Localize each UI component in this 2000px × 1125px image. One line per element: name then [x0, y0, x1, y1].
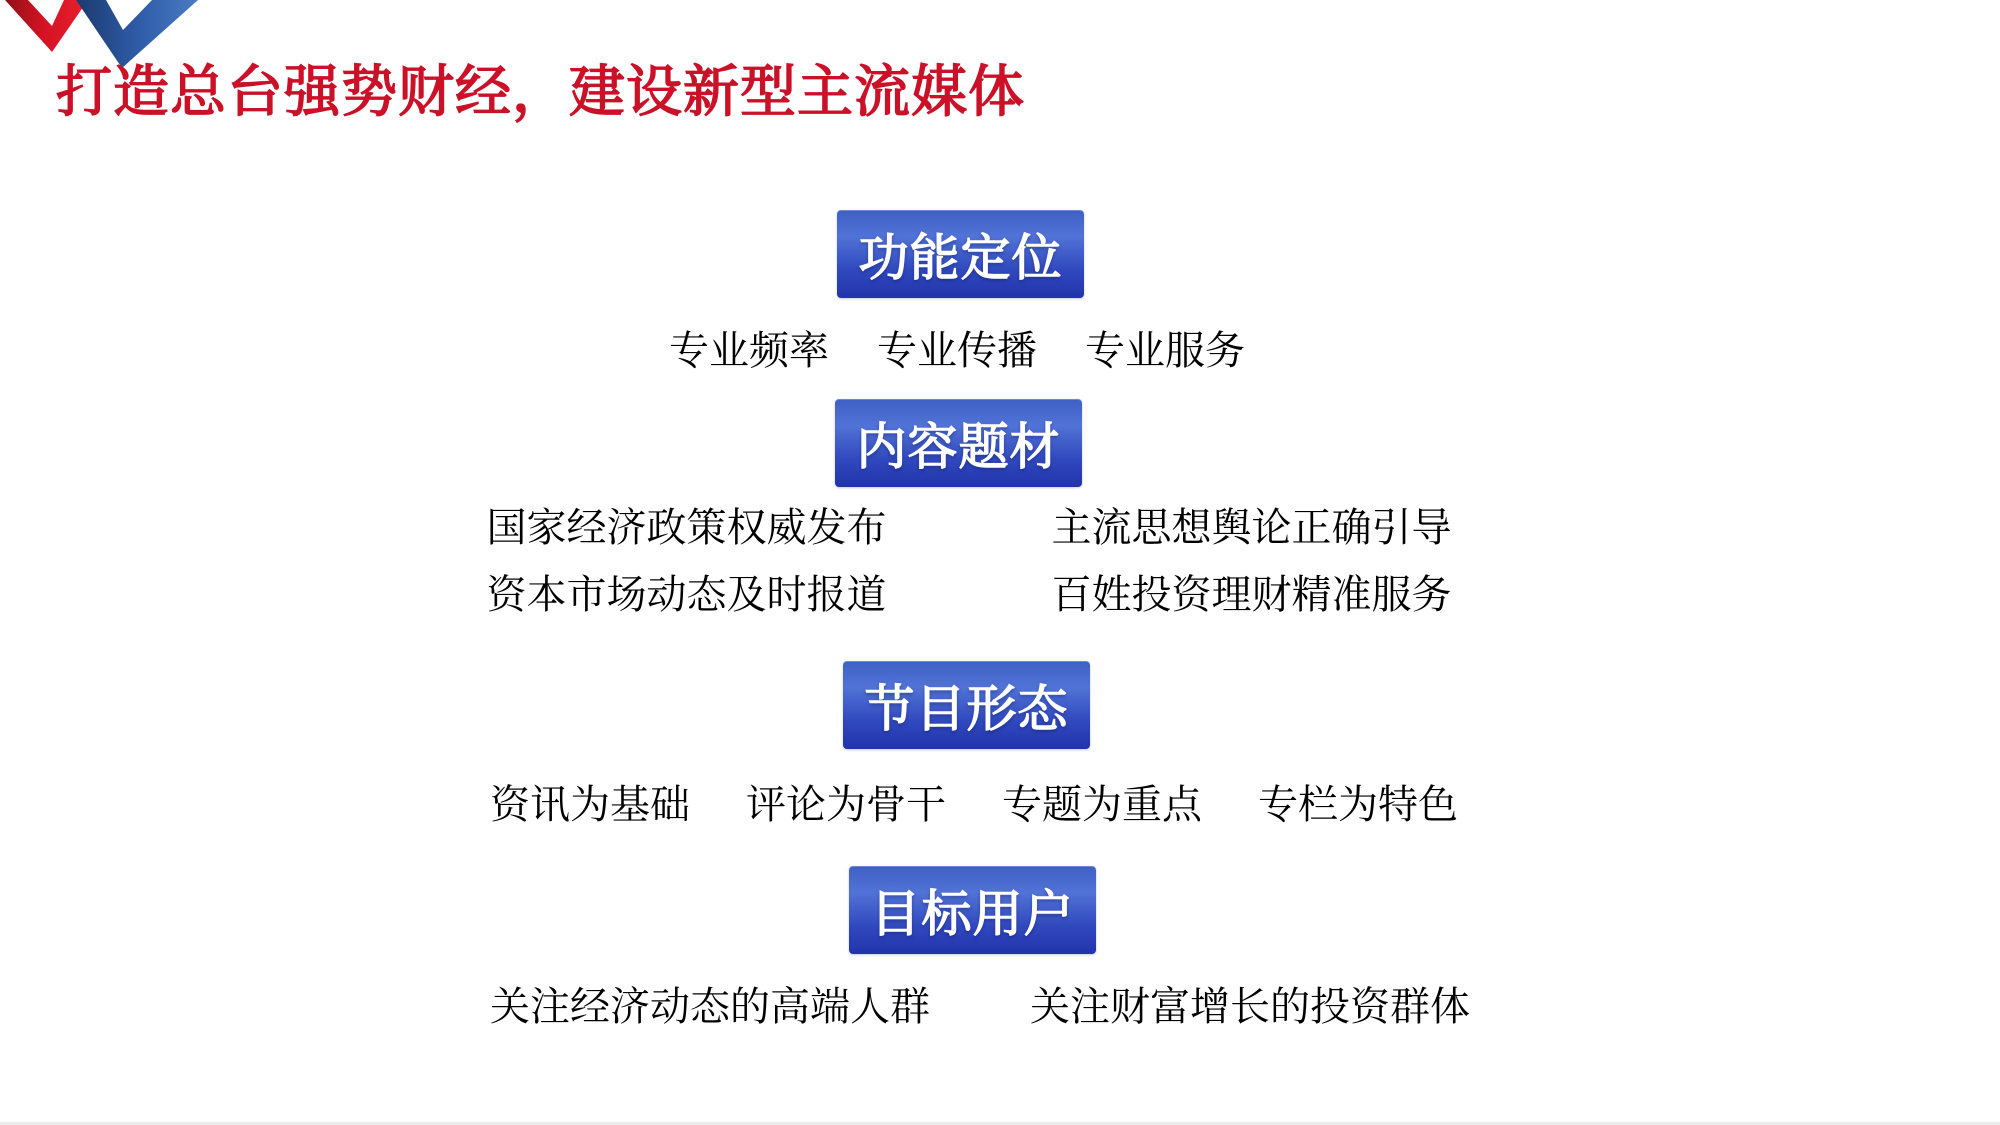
- keyword: 专业传播: [877, 329, 1037, 373]
- section-program-formats-keywords: [0, 782, 1974, 828]
- section-pill-target-users: [849, 866, 1096, 954]
- slide-title: 打造总台强势财经，建设新型主流媒体: [56, 60, 1025, 123]
- keyword: 资本市场动态及时报道: [486, 573, 887, 617]
- section-content-themes-row-1: [0, 505, 1969, 551]
- section-target-users-keywords: [0, 984, 1980, 1030]
- keyword: 评论为骨干: [746, 783, 946, 827]
- section-pill-label: 内容题材: [856, 419, 1061, 475]
- section-pill-label: 节目形态: [864, 681, 1069, 737]
- keyword: 关注财富增长的投资群体: [1030, 985, 1470, 1029]
- section-pill-program-formats: [843, 661, 1090, 749]
- keyword: 专业频率: [669, 329, 829, 373]
- section-pill-label: 功能定位: [858, 230, 1063, 286]
- keyword: 专题为重点: [1002, 783, 1202, 827]
- keyword: 主流思想舆论正确引导: [1051, 506, 1452, 550]
- section-pill-function-positioning: [837, 210, 1084, 298]
- keyword: 专栏为特色: [1258, 783, 1458, 827]
- section-function-positioning-keywords: [0, 328, 1957, 374]
- keyword: 国家经济政策权威发布: [486, 506, 887, 550]
- section-pill-content-themes: [835, 399, 1082, 487]
- keyword: 百姓投资理财精准服务: [1051, 573, 1452, 617]
- keyword: 关注经济动态的高端人群: [490, 985, 930, 1029]
- section-pill-label: 目标用户: [870, 886, 1075, 942]
- keyword: 资讯为基础: [490, 783, 690, 827]
- keyword: 专业服务: [1085, 329, 1245, 373]
- section-content-themes-row-2: [0, 572, 1969, 618]
